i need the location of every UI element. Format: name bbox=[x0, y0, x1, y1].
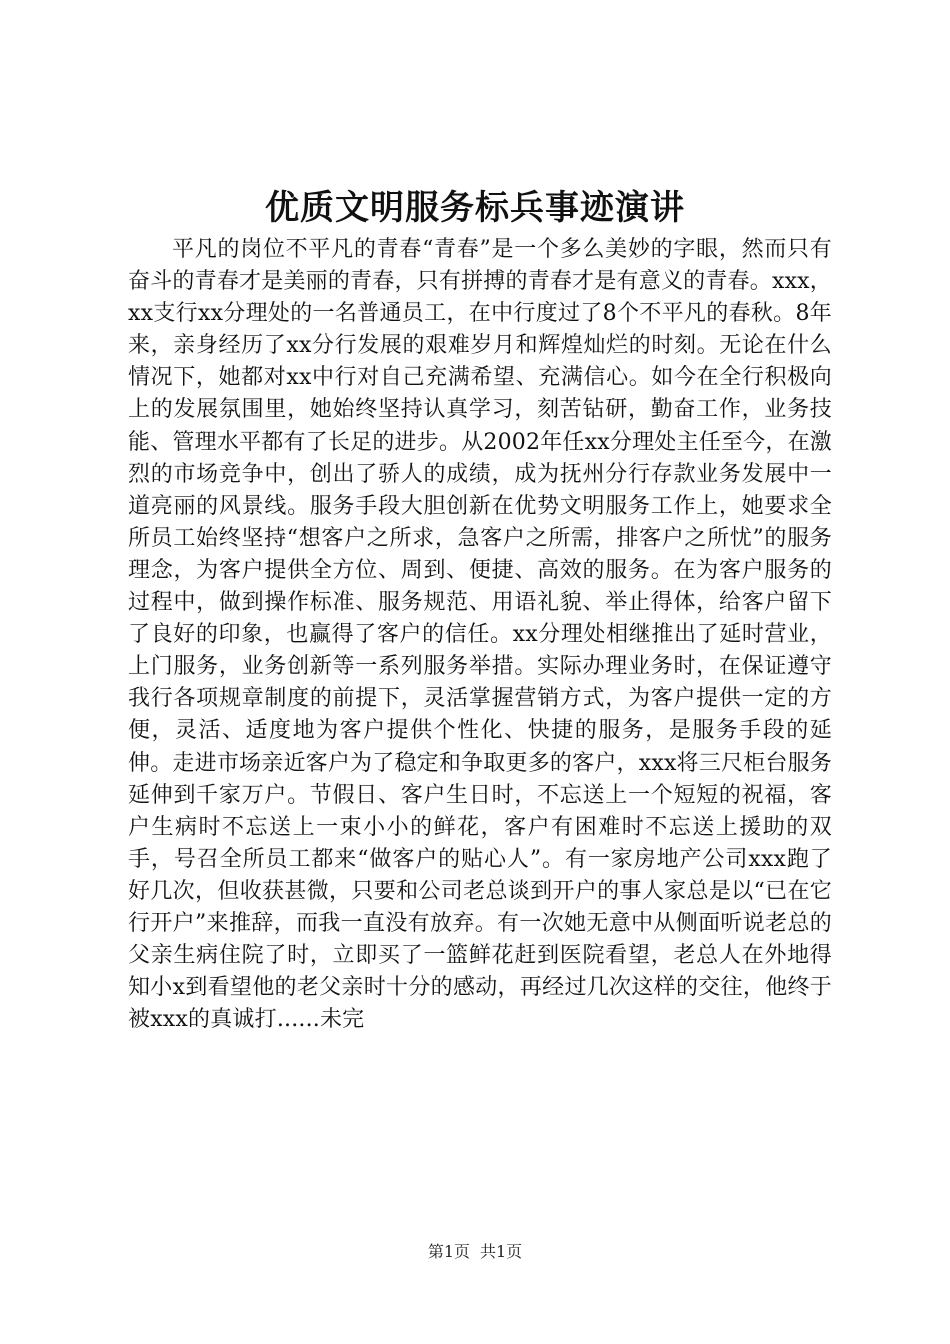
page-number: 第1页 bbox=[427, 1242, 470, 1261]
page-total: 共1页 bbox=[480, 1242, 523, 1261]
page-footer bbox=[0, 1240, 950, 1264]
document-title: 优质文明服务标兵事迹演讲 bbox=[265, 188, 685, 228]
document-body-paragraph: 平凡的岗位不平凡的青春“青春”是一个多么美妙的字眼，然而只有奋斗的青春才是美丽的青春，只有拼搏的青春才是有意义的青春。xxx，xx支行xx分理处的一名普通员工，在中行度过了8个不平凡的春秋。8年来，亲身经历了xx分行发展的艰难岁月和辉煌灿烂的时刻。无论在什么情况下，她都对xx中行对自己充满希望、充满信心。如今在全行积极向上的发展氛围里，她始终坚持认真学习，刻苦钻研，勤奋工作，业务技能、管理水平都有了长足的进步。从2002年任xx分理处主任至今，在激烈的市场竞争中，创出了骄人的成绩，成为抚州分行存款业务发展中一道亮丽的风景线。服务手段大胆创新在优势文明服务工作上，她要求全所员工始终坚持“想客户之所求，急客户之所需，排客户之所忧”的服务理念，为客户提供全方位、周到、便捷、高效的服务。在为客户服务的过程中，做到操作标准、服务规范、用语礼貌、举止得体，给客户留下了良好的印象，也赢得了客户的信任。xx分理处相继推出了延时营业，上门服务，业务创新等一系列服务举措。实际办理业务时，在保证遵守我行各项规章制度的前提下，灵活掌握营销方式，为客户提供一定的方便，灵活、适度地为客户提供个性化、快捷的服务，是服务手段的延伸。走进市场亲近客户为了稳定和争取更多的客户，xxx将三尺柜台服务延伸到千家万户。节假日、客户生日时，不忘送上一个短短的祝福，客户生病时不忘送上一束小小的鲜花，客户有困难时不忘送上援助的双手，号召全所员工都来“做客户的贴心人”。有一家房地产公司xxx跑了好几次，但收获甚微，只要和公司老总谈到开户的事人家总是以“已在它行开户”来推辞，而我一直没有放弃。有一次她无意中从侧面听说老总的父亲生病住院了时，立即买了一篮鲜花赶到医院看望，老总人在外地得知小x到看望他的老父亲时十分的感动，再经过几次这样的交往，他终于被xxx的真诚打......未完 bbox=[128, 237, 832, 1033]
